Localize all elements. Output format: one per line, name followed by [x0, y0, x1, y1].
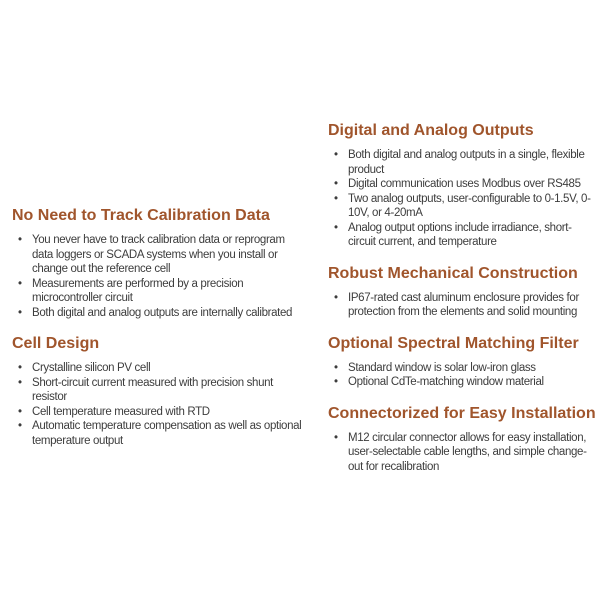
bullet-item: • Short-circuit current measured with precision shunt resistor: [12, 376, 302, 405]
bullet-item: • Automatic temperature compensation as well as optional temperature output: [12, 419, 302, 448]
bullet-list: [328, 431, 599, 475]
section-heading: Robust Mechanical Construction: [328, 264, 578, 282]
bullet-item: • Analog output options include irradiance, short-circuit current, and temperature: [328, 221, 599, 250]
column-left: [12, 206, 302, 462]
bullet-item: • Standard window is solar low-iron glass: [328, 361, 599, 376]
bullet-item: • Optional CdTe-matching window material: [328, 375, 599, 390]
section-heading: Cell Design: [12, 335, 100, 352]
section-heading: Digital and Analog Outputs: [328, 122, 534, 139]
bullet-item: • M12 circular connector allows for easy installation, user-selectable cable lengths, and simple change-out for recalibration: [328, 431, 599, 475]
bullet-item: • Cell temperature measured with RTD: [12, 405, 302, 420]
bullet-item: • Measurements are performed by a precision microcontroller circuit: [12, 277, 302, 306]
bullet-list: [328, 361, 599, 390]
bullet-list: [328, 148, 599, 250]
column-right: [328, 121, 599, 488]
bullet-item: • IP67-rated cast aluminum enclosure provides for protection from the elements and solid mounting: [328, 291, 599, 320]
bullet-item: • Both digital and analog outputs in a single, flexible product: [328, 148, 599, 177]
bullet-item: • You never have to track calibration data or reprogram data loggers or SCADA systems when you install or change out the reference cell: [12, 233, 302, 277]
bullet-list: [328, 291, 599, 320]
bullet-item: • Crystalline silicon PV cell: [12, 361, 302, 376]
bullet-list: [12, 233, 302, 320]
section-heading: No Need to Track Calibration Data: [12, 207, 270, 224]
bullet-item: • Two analog outputs, user-configurable to 0-1.5V, 0-10V, or 4-20mA: [328, 192, 599, 221]
section-heading: Optional Spectral Matching Filter: [328, 334, 579, 352]
section-heading: Connectorized for Easy Installation: [328, 404, 596, 422]
bullet-item: • Both digital and analog outputs are internally calibrated: [12, 306, 302, 321]
bullet-list: [12, 361, 302, 448]
bullet-item: • Digital communication uses Modbus over RS485: [328, 177, 599, 192]
